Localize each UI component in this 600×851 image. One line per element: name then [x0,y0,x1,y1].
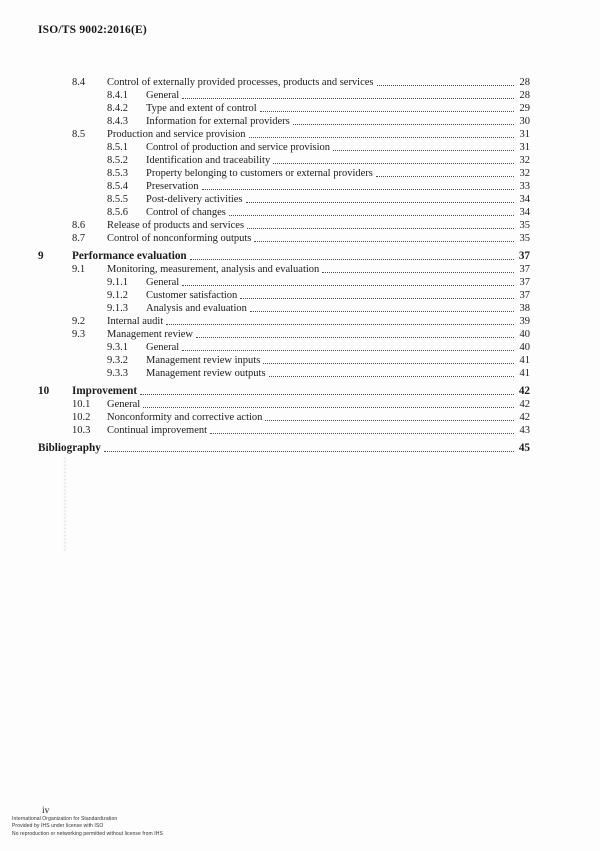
toc-entry-title: Control of changes [146,207,226,218]
toc-entry-page-number: 30 [519,116,530,127]
toc-entry-page-number: 28 [519,77,530,88]
toc-entry-title: General [146,342,180,353]
toc-entry-page-number: 34 [519,194,530,205]
toc-entry [38,315,530,328]
toc-entry-number: 9.1 [72,264,86,275]
toc-entry-page-number: 41 [519,355,530,366]
toc-leader-dots [182,285,514,286]
toc-entry [38,442,530,455]
toc-entry-page-number: 40 [519,342,530,353]
toc-entry-title: Property belonging to customers or external providers [146,168,373,179]
toc-entry-page-number: 28 [519,90,530,101]
toc-leader-dots [263,363,514,364]
toc-entry [38,354,530,367]
toc-entry-page-number: 32 [519,168,530,179]
toc-entry-number: 8.5 [72,129,86,140]
toc-entry-page-number: 40 [519,329,530,340]
toc-entry [38,219,530,232]
toc-entry-title: Customer satisfaction [146,290,238,301]
toc-leader-dots [260,111,514,112]
toc-leader-dots [293,124,514,125]
toc-entry-number: 8.5.2 [107,155,128,166]
toc-leader-dots [333,150,514,151]
toc-entry-number: 8.5.4 [107,181,128,192]
toc-entry [38,424,530,437]
toc-entry-page-number: 33 [519,181,530,192]
toc-entry-number: 8.5.5 [107,194,128,205]
page-number: iv [42,806,50,816]
toc-entry [38,167,530,180]
toc-entry [38,128,530,141]
toc-leader-dots [322,272,514,273]
toc-entry-title: Production and service provision [107,129,246,140]
toc-entry [38,328,530,341]
toc-entry [38,385,530,398]
toc-entry-title: Bibliography [38,442,101,454]
toc-entry [38,398,530,411]
toc-entry-title: Post-delivery activities [146,194,243,205]
toc-entry-number: 8.4 [72,77,86,88]
toc-entry [38,154,530,167]
toc-entry [38,193,530,206]
toc-entry-title: Improvement [72,385,138,397]
toc-entry-number: 9.3.1 [107,342,128,353]
toc-leader-dots [143,407,514,408]
toc-entry-page-number: 34 [519,207,530,218]
toc-entry-number: 8.4.3 [107,116,128,127]
toc-entry [38,180,530,193]
toc-entry [38,250,530,263]
toc-entry-page-number: 39 [519,316,530,327]
table-of-contents [38,76,530,455]
toc-entry [38,367,530,380]
toc-entry [38,341,530,354]
toc-entry-number: 8.5.3 [107,168,128,179]
toc-leader-dots [182,350,514,351]
toc-entry-number: 9.3 [72,329,86,340]
toc-entry-title: Nonconformity and corrective action [107,412,263,423]
toc-entry-page-number: 37 [519,264,530,275]
toc-entry-number: 8.4.2 [107,103,128,114]
page-footer [12,816,163,838]
toc-leader-dots [140,394,514,395]
toc-entry-title: Continual improvement [107,425,208,436]
toc-leader-dots [376,176,514,177]
toc-entry [38,102,530,115]
toc-entry-number: 8.5.1 [107,142,128,153]
toc-entry-title: General [146,277,180,288]
toc-entry-title: Preservation [146,181,199,192]
scan-artifact [64,458,66,550]
toc-entry-title: Internal audit [107,316,164,327]
toc-entry-page-number: 35 [519,233,530,244]
toc-entry-title: Analysis and evaluation [146,303,247,314]
toc-leader-dots [104,451,514,452]
toc-entry [38,115,530,128]
toc-entry-number: 10.2 [72,412,91,423]
footer-restriction-line: No reproduction or networking permitted without license from IHS [12,830,163,837]
toc-entry-page-number: 37 [519,277,530,288]
toc-entry-page-number: 37 [519,290,530,301]
toc-entry-title: Control of externally provided processes, products and services [107,77,374,88]
toc-entry-page-number: 37 [518,250,530,262]
toc-entry-number: 9 [38,250,44,262]
footer-copyright-line: International Organization for Standardization [12,816,118,822]
toc-entry-number: 8.4.1 [107,90,128,101]
toc-entry-title: General [107,399,141,410]
toc-leader-dots [240,298,514,299]
toc-entry-page-number: 31 [519,129,530,140]
toc-entry-number: 9.1.2 [107,290,128,301]
toc-entry-page-number: 41 [519,368,530,379]
toc-entry-number: 8.6 [72,220,86,231]
toc-entry-page-number: 38 [519,303,530,314]
toc-entry-page-number: 42 [519,412,530,423]
toc-entry-number: 9.1.3 [107,303,128,314]
toc-leader-dots [196,337,514,338]
toc-entry-title: Monitoring, measurement, analysis and evaluation [107,264,320,275]
toc-leader-dots [202,189,515,190]
toc-entry [38,89,530,102]
toc-leader-dots [273,163,514,164]
toc-entry-number: 10 [38,385,50,397]
toc-entry-page-number: 35 [519,220,530,231]
toc-entry-page-number: 31 [519,142,530,153]
toc-entry-number: 9.1.1 [107,277,128,288]
toc-entry [38,232,530,245]
document-title: ISO/TS 9002:2016(E) [38,24,147,36]
toc-entry-number: 10.3 [72,425,91,436]
toc-entry-page-number: 45 [518,442,530,454]
toc-entry [38,302,530,315]
toc-entry-title: Information for external providers [146,116,290,127]
toc-leader-dots [265,420,514,421]
toc-entry-title: Control of production and service provision [146,142,331,153]
toc-entry-page-number: 42 [519,399,530,410]
toc-entry-number: 9.3.3 [107,368,128,379]
toc-entry-number: 9.2 [72,316,86,327]
toc-entry-page-number: 42 [518,385,530,397]
toc-leader-dots [166,324,514,325]
toc-entry [38,206,530,219]
toc-entry [38,411,530,424]
toc-leader-dots [269,376,514,377]
toc-leader-dots [247,228,514,229]
toc-leader-dots [254,241,514,242]
toc-entry [38,76,530,89]
toc-entry [38,141,530,154]
toc-entry [38,263,530,276]
toc-entry-title: General [146,90,180,101]
toc-entry-title: Release of products and services [107,220,245,231]
toc-leader-dots [377,85,514,86]
toc-leader-dots [250,311,514,312]
toc-leader-dots [246,202,514,203]
toc-entry-page-number: 29 [519,103,530,114]
toc-entry-number: 8.7 [72,233,86,244]
toc-entry-title: Identification and traceability [146,155,271,166]
toc-entry-title: Performance evaluation [72,250,187,262]
toc-leader-dots [249,137,514,138]
toc-entry-number: 8.5.6 [107,207,128,218]
toc-entry-number: 10.1 [72,399,91,410]
toc-entry [38,289,530,302]
footer-license-line: Provided by IHS under license with ISO [12,823,104,830]
toc-entry-title: Management review [107,329,194,340]
toc-entry-page-number: 43 [519,425,530,436]
toc-leader-dots [182,98,514,99]
toc-entry-number: 9.3.2 [107,355,128,366]
toc-entry [38,276,530,289]
toc-leader-dots [229,215,514,216]
toc-entry-title: Management review inputs [146,355,261,366]
toc-entry-title: Control of nonconforming outputs [107,233,252,244]
toc-leader-dots [210,433,514,434]
toc-entry-title: Type and extent of control [146,103,257,114]
toc-entry-title: Management review outputs [146,368,266,379]
toc-entry-page-number: 32 [519,155,530,166]
toc-leader-dots [190,259,514,260]
